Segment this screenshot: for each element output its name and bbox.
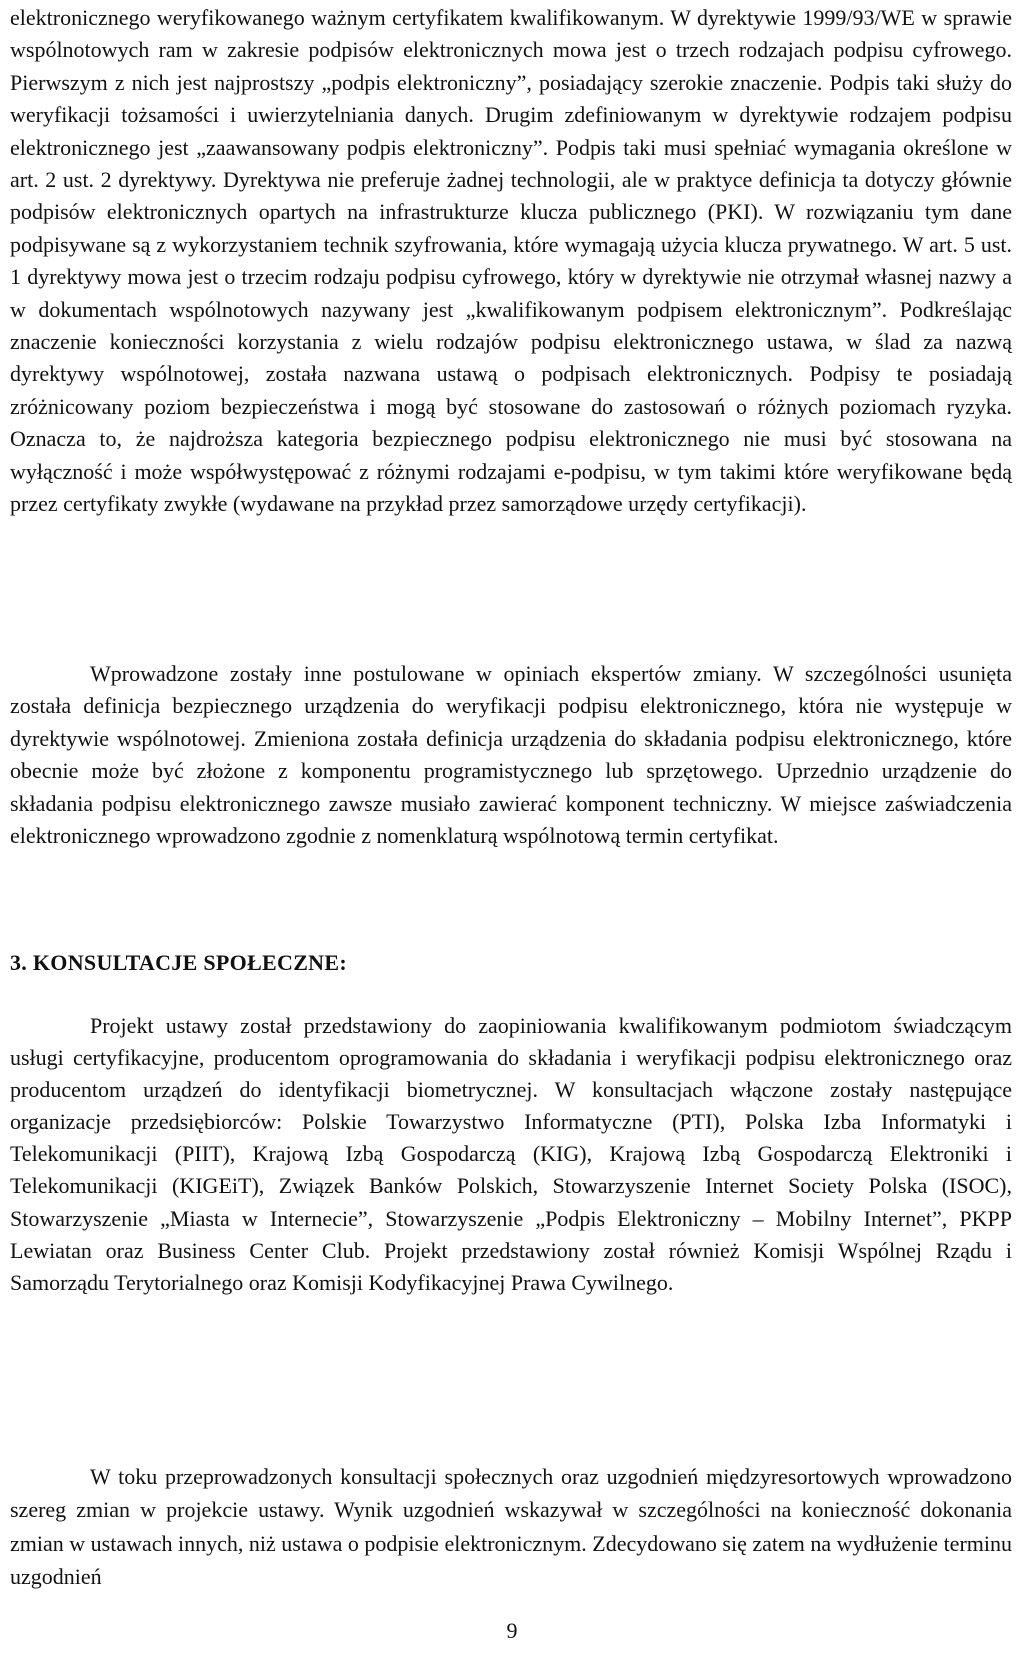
page-number: 9	[506, 1618, 518, 1643]
body-paragraph-expert-changes: Wprowadzone zostały inne postulowane w opiniach ekspertów zmiany. W szczególności usunięta została definicja bezpiecznego urządzenia do weryfikacji podpisu elektronicznego, która nie występuje w dyrektywie wspólnotowej. Zmieniona została definicja urządzenia do składania podpisu elektronicznego, które obecnie może być złożone z komponentu programistycznego lub sprzętowego. Uprzednio urządzenie do składania podpisu elektronicznego zawsze musiało zawierać komponent techniczny. W miejsce zaświadczenia elektronicznego wprowadzono zgodnie z nomenklaturą wspólnotową termin certyfikat.	[10, 661, 1012, 849]
body-paragraph-interministerial-agreements: W toku przeprowadzonych konsultacji społecznych oraz uzgodnień międzyresortowych wprowadzono szereg zmian w projekcie ustawy. Wynik uzgodnień wskazywał w szczególności na konieczność dokonania zmian w ustawach innych, niż ustawa o podpisie elektronicznym. Zdecydowano się zatem na wydłużenie terminu uzgodnień	[10, 1464, 1012, 1590]
body-paragraph-consultations: Projekt ustawy został przedstawiony do zaopiniowania kwalifikowanym podmiotom świadczącym usługi certyfikacyjne, producentom oprogramowania do składania i weryfikacji podpisu elektronicznego oraz producentom urządzeń do identyfikacji biometrycznej. W konsultacjach włączone zostały następujące organizacje przedsiębiorców: Polskie Towarzystwo Informatyczne (PTI), Polska Izba Informatyki i Telekomunikacji (PIIT), Krajową Izbą Gospodarczą (KIG), Krajową Izbą Gospodarczą Elektroniki i Telekomunikacji (KIGEiT), Związek Banków Polskich, Stowarzyszenie Internet Society Polska (ISOC), Stowarzyszenie „Miasta w Internecie”, Stowarzyszenie „Podpis Elektroniczny – Mobilny Internet”, PKPP Lewiatan oraz Business Center Club. Projekt przedstawiony został również Komisji Wspólnej Rządu i Samorządu Terytorialnego oraz Komisji Kodyfikacyjnej Prawa Cywilnego.	[10, 1013, 1012, 1295]
section-heading-public-consultations: 3. KONSULTACJE SPOŁECZNE:	[10, 950, 347, 975]
body-paragraph-electronic-signature-types: elektronicznego weryfikowanego ważnym certyfikatem kwalifikowanym. W dyrektywie 1999/93/WE w sprawie wspólnotowych ram w zakresie podpisów elektronicznych mowa jest o trzech rodzajach podpisu cyfrowego. Pierwszym z nich jest najprostszy „podpis elektroniczny”, posiadający szerokie znaczenie. Podpis taki służy do weryfikacji tożsamości i uwierzytelniania danych. Drugim zdefiniowanym w dyrektywie rodzajem podpisu elektronicznego jest „zaawansowany podpis elektroniczny”. Podpis taki musi spełniać wymagania określone w art. 2 ust. 2 dyrektywy. Dyrektywa nie preferuje żadnej technologii, ale w praktyce definicja ta dotyczy głównie podpisów elektronicznych opartych na infrastrukturze klucza publicznego (PKI). W rozwiązaniu tym dane podpisywane są z wykorzystaniem technik szyfrowania, które wymagają użycia klucza prywatnego. W art. 5 ust. 1 dyrektywy mowa jest o trzecim rodzaju podpisu cyfrowego, który w dyrektywie nie otrzymał własnej nazwy a w dokumentach wspólnotowych nazywany jest „kwalifikowanym podpisem elektronicznym”. Podkreślając znaczenie konieczności korzystania z wielu rodzajów podpisu elektronicznego ustawa, w ślad za nazwą dyrektywy wspólnotowej, została nazwana ustawą o podpisach elektronicznych. Podpisy te posiadają zróżnicowany poziom bezpieczeństwa i mogą być stosowane do zastosowań o różnych poziomach ryzyka. Oznacza to, że najdroższa kategoria bezpiecznego podpisu elektronicznego nie musi być stosowana na wyłączność i może współwystępować z różnymi rodzajami e-podpisu, w tym takimi które weryfikowane będą przez certyfikaty zwykłe (wydawane na przykład przez samorządowe urzędy certyfikacji).	[10, 5, 1012, 517]
